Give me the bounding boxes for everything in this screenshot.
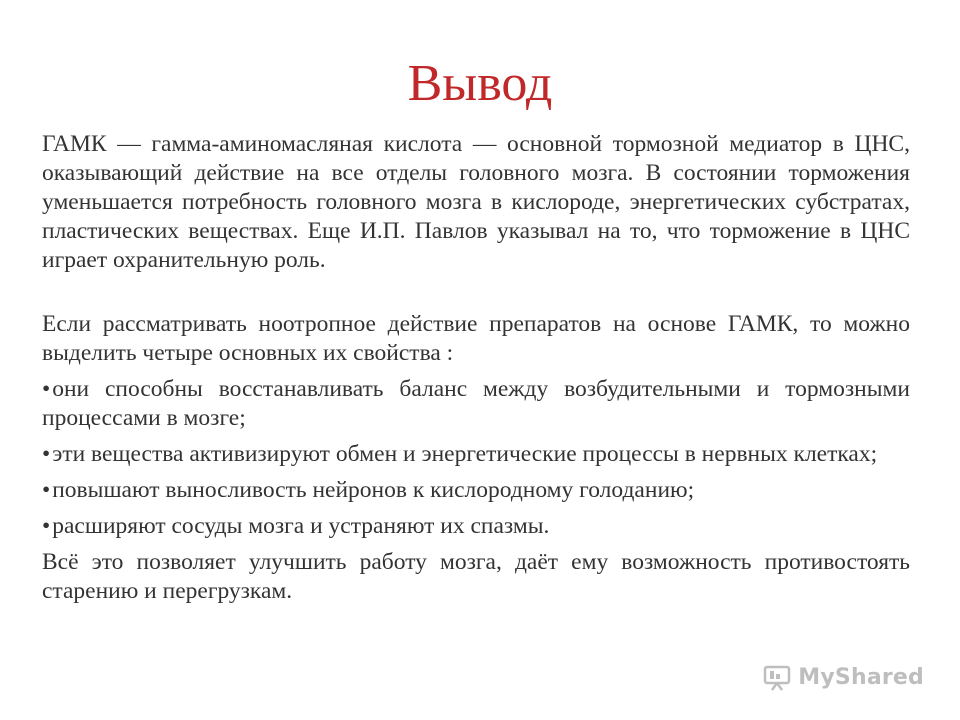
bullet-item <box>42 476 910 505</box>
bullet-text: эти вещества активизируют обмен и энергетические процессы в нервных клетках; <box>52 441 878 467</box>
watermark-text: MyShared <box>798 664 924 690</box>
presentation-board-icon <box>762 662 792 692</box>
lead-paragraph: Если рассматривать ноотропное действие препаратов на основе ГАМК, то можно выделить четыре основных их свойства : <box>42 311 910 366</box>
watermark <box>762 662 924 692</box>
slide-title: Вывод <box>407 55 553 112</box>
bullet-mark: • <box>42 441 51 467</box>
bullet-text: расширяют сосуды мозга и устраняют их спазмы. <box>52 513 550 539</box>
conclusion-paragraph: Всё это позволяет улучшить работу мозга, даёт ему возможность противостоять старению и перегрузкам. <box>42 549 910 604</box>
slide-body <box>42 130 910 606</box>
intro-paragraph: ГАМК — гамма-аминомасляная кислота — основной тормозной медиатор в ЦНС, оказывающий действие на все отделы головного мозга. В состоянии торможения уменьшается потребность головного мозга в кислороде, энергетических субстратах, пластических веществах. Еще И.П. Павлов указывал на то, что торможение в ЦНС играет охранительную роль. <box>42 131 910 273</box>
bullet-item <box>42 375 910 433</box>
bullet-text: они способны восстанавливать баланс между возбудительными и тормозными процессами в мозге; <box>42 376 910 431</box>
bullet-mark: • <box>42 376 51 402</box>
bullet-text: повышают выносливость нейронов к кислородному голоданию; <box>52 477 695 503</box>
bullet-item <box>42 440 910 469</box>
bullet-mark: • <box>42 477 51 503</box>
bullet-mark: • <box>42 513 51 539</box>
bullet-item <box>42 512 910 541</box>
